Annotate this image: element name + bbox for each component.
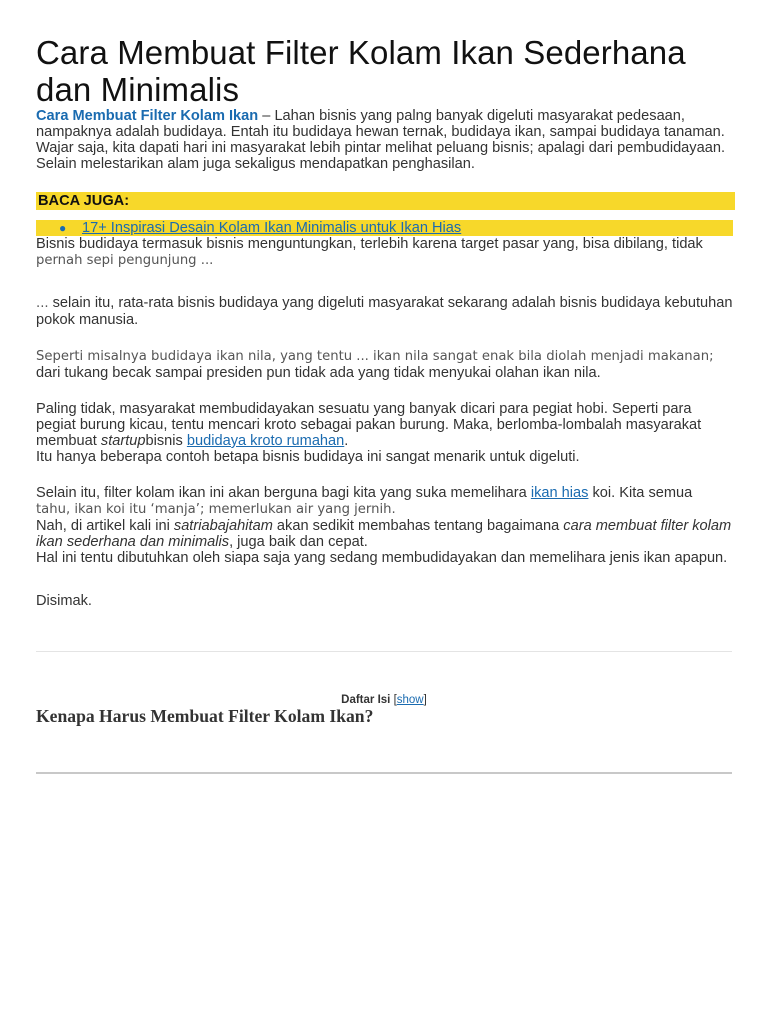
site-name-emphasis: satriabajahitam: [173, 518, 273, 534]
paragraph-9-pre: Nah, di artikel kali ini: [36, 518, 174, 534]
paragraph-8-post: koi. Kita semua: [588, 485, 693, 501]
intro-paragraph: [36, 108, 736, 140]
topic-emphasis: cara membuat filter kolam ikan sederhana dan minimalis: [36, 518, 732, 550]
paragraph-2: Wajar saja, kita dapati hari ini masyarakat lebih pintar melihat peluang bisnis; apalagi dari pembudidayaan. Selain melestarikan alam juga sekaligus mendapatkan penghasilan.: [36, 140, 725, 172]
paragraph-9-post: , juga baik dan cepat.: [229, 534, 368, 550]
paragraph-3-line2: pernah sepi pengunjung ...: [36, 253, 214, 268]
toc-bracket-open: [: [390, 694, 397, 706]
startup-emphasis: startup: [100, 433, 146, 449]
paragraph-10: Hal ini tentu dibutuhkan oleh siapa saja yang sedang membudidayakan dan memelihara jenis ikan apapun.: [36, 550, 728, 566]
section-heading: Kenapa Harus Membuat Filter Kolam Ikan?: [36, 706, 374, 726]
baca-juga-label: BACA JUGA:: [36, 192, 735, 210]
intro-lead: Cara Membuat Filter Kolam Ikan: [36, 108, 259, 124]
baca-juga-item: [36, 220, 733, 236]
toc-bracket-close: ]: [423, 694, 427, 706]
paragraph-6: [36, 401, 736, 449]
paragraph-4-text: selain itu, rata-rata bisnis budidaya yang digeluti masyarakat sekarang adalah bisnis budidaya kebutuhan pokok manusia.: [36, 295, 733, 328]
paragraph-9: [36, 518, 736, 550]
bullet-icon: ●: [59, 221, 67, 235]
paragraph-5: [36, 348, 736, 381]
paragraph-6-line2: pegiat burung kicau, tentu mencari kroto sebagai pakan burung. Maka, berlomba-lombalah masyarakat: [36, 417, 702, 433]
paragraph-8-pre: Selain itu, filter kolam ikan ini akan berguna bagi kita yang suka memelihara: [36, 485, 531, 501]
paragraph-6-line1: Paling tidak, masyarakat membudidayakan sesuatu yang banyak dicari para pegiat hobi. Seperti para: [36, 401, 692, 417]
paragraph-6-line3-post: .: [344, 433, 349, 449]
paragraph-6-line3-pre: membuat: [36, 433, 101, 449]
paragraph-4: [36, 295, 736, 328]
intro-text: – Lahan bisnis yang palng banyak digeluti masyarakat pedesaan, nampaknya adalah budidaya. Entah itu budidaya hewan ternak, budidaya ikan, sampai budidaya tanaman.: [36, 108, 725, 140]
budidaya-kroto-link[interactable]: budidaya kroto rumahan: [186, 433, 345, 449]
paragraph-8: [36, 485, 736, 518]
paragraph-9-mid: akan sedikit membahas tentang bagaimana: [272, 518, 564, 534]
table-of-contents: [36, 694, 732, 706]
paragraph-5-line2: dari tukang becak sampai presiden pun tidak ada yang tidak menyukai olahan ikan nila.: [36, 365, 601, 381]
ikan-hias-link[interactable]: ikan hias: [530, 485, 589, 501]
article: [36, 34, 736, 774]
paragraph-8-line2: tahu, ikan koi itu ‘manja’; memerlukan air yang jernih.: [36, 502, 396, 517]
toc-label: Daftar Isi: [341, 694, 391, 706]
paragraph-3-line1: Bisnis budidaya termasuk bisnis menguntungkan, terlebih karena target pasar yang, bisa dibilang, tidak: [36, 236, 703, 252]
paragraph-7: Itu hanya beberapa contoh betapa bisnis budidaya ini sangat menarik untuk digeluti.: [36, 449, 580, 465]
paragraph-11: Disimak.: [36, 593, 92, 609]
baca-juga-link[interactable]: 17+ Inspirasi Desain Kolam Ikan Minimalis untuk Ikan Hias: [82, 220, 462, 236]
ellipsis: ...: [36, 296, 49, 311]
article-title: Cara Membuat Filter Kolam Ikan Sederhana dan Minimalis: [36, 34, 686, 108]
paragraph-6-line3-mid: bisnis: [145, 433, 187, 449]
toc-show-toggle[interactable]: show: [396, 694, 424, 706]
paragraph-5-line1: Seperti misalnya budidaya ikan nila, yang tentu ... ikan nila sangat enak bila diolah menjadi makanan;: [36, 349, 714, 364]
paragraph-3: [36, 236, 736, 269]
divider-bottom: [36, 772, 732, 774]
